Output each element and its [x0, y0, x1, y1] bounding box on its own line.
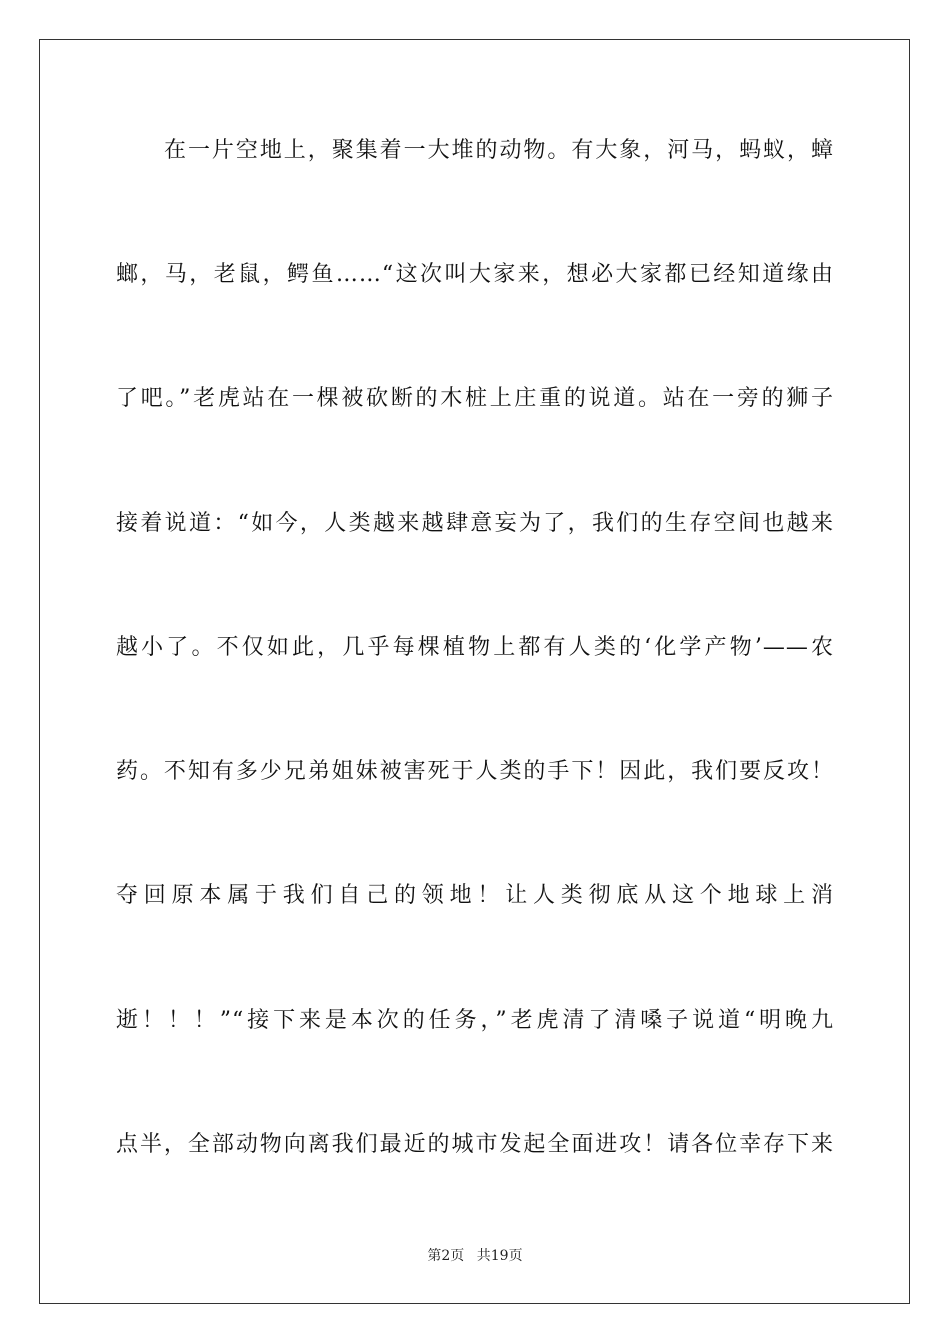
- paragraph-line-9: 点半，全部动物向离我们最近的城市发起全面进攻！请各位幸存下来: [116, 1132, 834, 1157]
- page-number: 第2页: [427, 1248, 465, 1264]
- paragraph-line-2: 螂，马，老鼠，鳄鱼……“这次叫大家来，想必大家都已经知道缘由: [116, 262, 834, 287]
- paragraph-line-6: 药。不知有多少兄弟姐妹被害死于人类的手下！因此，我们要反攻！: [116, 759, 834, 784]
- paragraph-line-7: 夺回原本属于我们自己的领地！让人类彻底从这个地球上消: [116, 883, 834, 908]
- paragraph-line-3: 了吧。”老虎站在一棵被砍断的木桩上庄重的说道。站在一旁的狮子: [116, 386, 834, 411]
- page-total: 共19页: [476, 1248, 523, 1264]
- paragraph-line-1: 在一片空地上，聚集着一大堆的动物。有大象，河马，蚂蚁，蟑: [164, 138, 834, 163]
- paragraph-line-4: 接着说道：“如今，人类越来越肆意妄为了，我们的生存空间也越来: [116, 511, 834, 536]
- paragraph-line-5: 越小了。不仅如此，几乎每棵植物上都有人类的‘化学产物’——农: [116, 635, 834, 660]
- page-border: [39, 39, 910, 1304]
- page-footer: [0, 1246, 950, 1266]
- paragraph-line-8: 逝！！！”“接下来是本次的任务，”老虎清了清嗓子说道“明晚九: [116, 1008, 834, 1033]
